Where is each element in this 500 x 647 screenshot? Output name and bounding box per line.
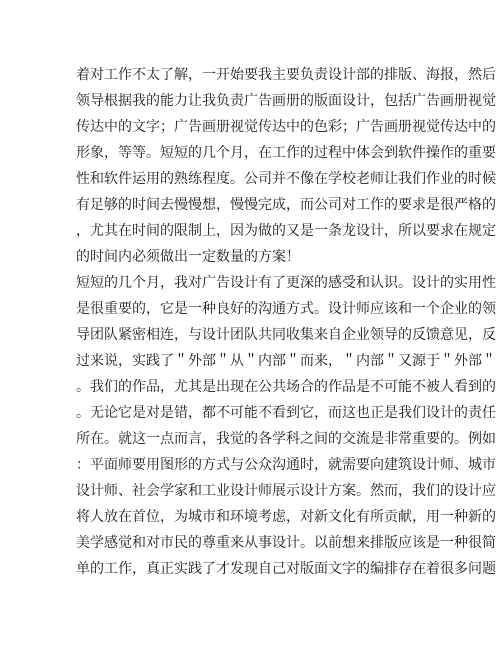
text-line: 。无论它是对是错，都不可能不看到它，而这也正是我们设计的责任 — [76, 405, 496, 421]
text-line: 导团队紧密相连，与设计团队共同收集来自企业领导的反馈意见，反 — [76, 327, 496, 343]
text-line: 所在。就这一点而言，我觉的各学科之间的交流是非常重要的。例如 — [76, 431, 496, 447]
text-line: 短短的几个月，我对广告设计有了更深的感受和认识。设计的实用性 — [76, 275, 496, 291]
body-text — [76, 62, 496, 582]
text-line: ，尤其在时间的限制上，因为做的又是一条龙设计，所以要求在规定 — [76, 223, 496, 239]
text-line: 设计师、社会学家和工业设计师展示设计方案。然而，我们的设计应 — [76, 483, 496, 499]
text-line: 有足够的时间去慢慢想，慢慢完成，而公司对工作的要求是很严格的 — [76, 197, 496, 213]
text-line: 是很重要的，它是一种良好的沟通方式。设计师应该和一个企业的领 — [76, 301, 496, 317]
text-line: 领导根据我的能力让我负责广告画册的版面设计，包括广告画册视觉 — [76, 93, 496, 109]
text-line: 传达中的文字；广告画册视觉传达中的色彩；广告画册视觉传达中的 — [76, 119, 496, 135]
text-line: 着对工作不太了解，一开始要我主要负责设计部的排版、海报，然后 — [76, 67, 496, 83]
text-line: 形象，等等。短短的几个月，在工作的过程中体会到软件操作的重要 — [76, 145, 496, 161]
text-line: 美学感觉和对市民的尊重来从事设计。以前想来排版应该是一种很简 — [76, 535, 496, 551]
text-line: 单的工作，真正实践了才发现自己对版面文字的编排存在着很多问题 — [76, 561, 496, 577]
text-line: 。我们的作品，尤其是出现在公共场合的作品是不可能不被人看到的 — [76, 379, 496, 395]
text-line: 的时间内必须做出一定数量的方案！ — [76, 249, 300, 265]
text-line: ：平面师要用图形的方式与公众沟通时，就需要向建筑设计师、城市 — [76, 457, 496, 473]
text-line: 将人放在首位，为城市和环境考虑，对新文化有所贡献，用一种新的 — [76, 509, 496, 525]
text-line: 过来说，实践了＂外部＂从＂内部＂而来，＂内部＂又源于＂外部＂ — [76, 353, 496, 369]
text-line: 性和软件运用的熟练程度。公司并不像在学校老师让我们作业的时候 — [76, 171, 496, 187]
